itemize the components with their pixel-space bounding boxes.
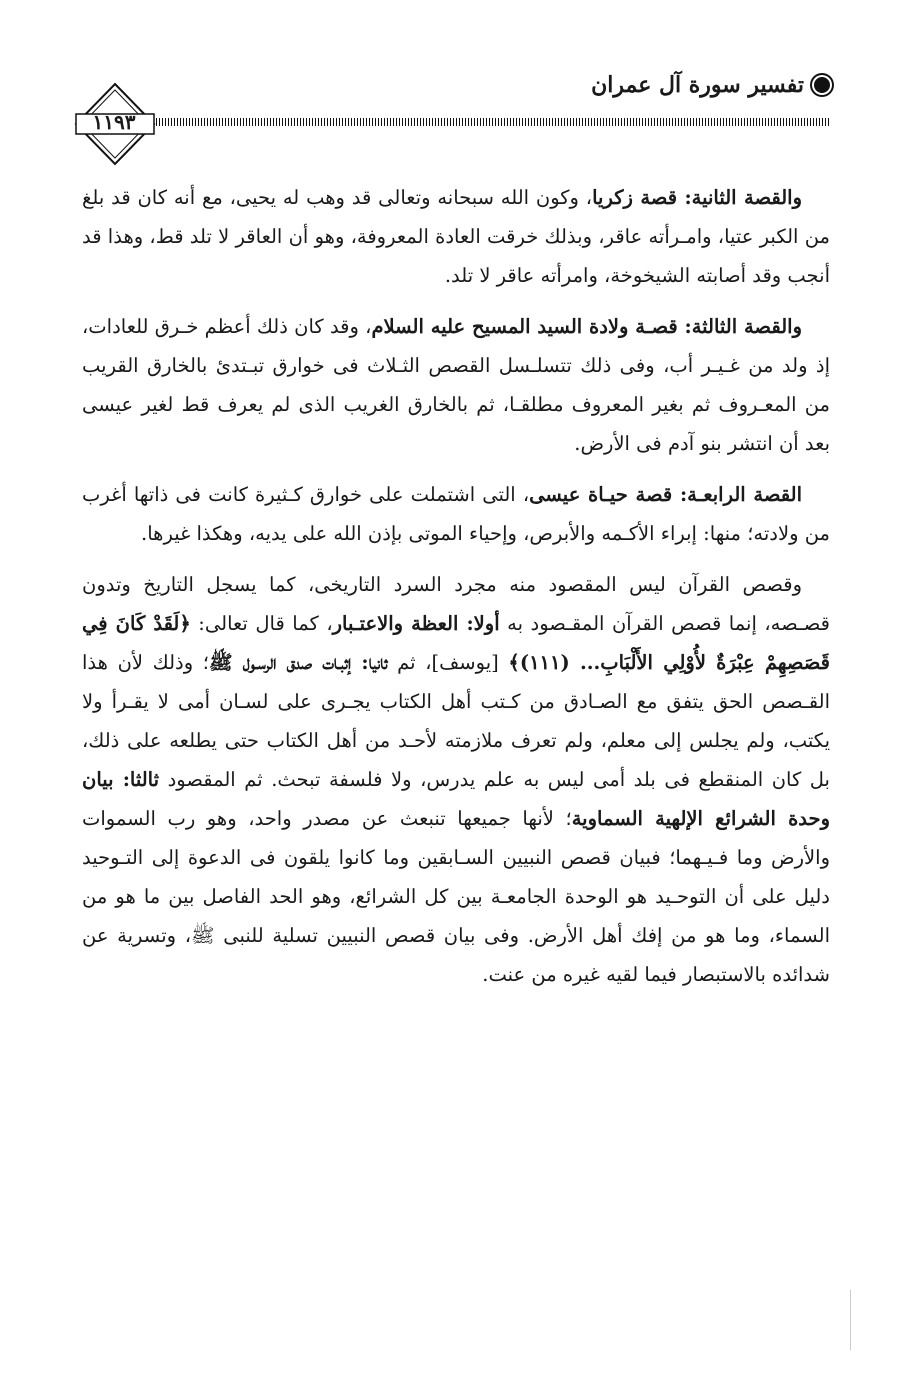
paragraph-text: ، وكون الله سبحانه وتعالى قد وهب له يحيى، مع أنه كان قد بلغ من الكبر عتيا، وامـرأته عاقر، وبذلك خرقت العادة المعروفة، وهو أن العاقر لا تلد قط، وهذا قد أنجب وقد أصابته الشيخوخة، وامرأته عاقر لا تلد.	[82, 186, 830, 287]
verse-reference: [يوسف]، ثم	[387, 651, 509, 674]
paragraph-text: ، كما قال تعالى:	[190, 612, 333, 635]
paragraph-quran-stories	[82, 565, 830, 994]
paragraph-text: ، التى اشتملت على خوارق كـثيرة كانت فى ذاتها أغرب من ولادته؛ منها: إبراء الأكـمه والأبرص، وإحياء الموتى بإذن الله على يديه، وهكذا غيرها.	[82, 483, 830, 545]
paragraph-second-story	[82, 178, 830, 295]
story-title: قصـة ولادة السيد المسيح عليه السلام	[371, 315, 678, 338]
page-number-badge	[70, 80, 160, 170]
paragraph-text: ؛ وذلك لأن هذا القـصص الحق يتفق مع الصـادق من كـتب أهل الكتاب يجـرى على لسـان أمى لا يقـرأ ولا يكتب، ولم يجلس إلى معلم، ولم تعرف ملازمته لأحـد من أهل الكتاب حتى يطلعه على ذلك، بل كان المنقطع فى بلد أمى ليس به علم يدرس، ولا فلسفة تبحث. ثم المقصود	[82, 651, 830, 791]
paragraph-lead: القصة الرابعـة:	[672, 483, 802, 506]
surah-title: تفسير سورة آل عمران	[591, 72, 804, 98]
scan-margin-line	[850, 1290, 851, 1350]
story-title: قصة حيـاة عيسى	[529, 483, 673, 506]
page-header	[70, 68, 830, 168]
running-title	[591, 72, 830, 98]
second-purpose: ثانيا: إثبـات صدق الرسـول ﷺ	[208, 651, 388, 674]
paragraph-fourth-story	[82, 475, 830, 553]
paragraph-lead: والقصة الثانية:	[677, 186, 803, 209]
first-purpose: أولا: العظة والاعتـبار	[332, 612, 500, 635]
paragraph-third-story	[82, 307, 830, 463]
paragraph-lead: والقصة الثالثة:	[677, 315, 802, 338]
header-rule	[150, 118, 830, 126]
paragraph-text: وقصص القرآن ليس المقصود منه مجرد السرد التاريخى، كما يسجل التاريخ وتدون قصـصه، إنما قصص القرآن المقـصود به	[82, 573, 830, 635]
story-title: قصة زكريا	[592, 186, 678, 209]
third-purpose: ثالثا: بيان وحدة الشرائع الإلهية السماوية	[82, 768, 831, 830]
paragraph-text: ؛ لأنها جميعها تنبعث عن مصدر واحد، وهو رب السموات والأرض وما فـيـهما؛ فبيان قصص النبيين السـابقين وما كانوا يلقون فى الدعوة إلى التـوحيد دليل على أن التوحـيد هو الوحدة الجامعـة بين كل الشرائع، وهو الحد الفاصل بين ما هو من السماء، وما هو من إفك أهل الأرض. وفى بيان قصص النبيين تسلية للنبى ﷺ، وتسرية عن شدائده بالاستبصار فيما لقيه غيره من عنت.	[82, 807, 830, 986]
page-body	[82, 178, 830, 1006]
paragraph-text: ، وقد كان ذلك أعظم خـرق للعادات، إذ ولد من غـيـر أب، وفى ذلك تتسلـسل القصص الثـلاث فى خوارق تبـتدئ بالخارق القريب من المعـروف ثم بغير المعروف مطلقـا، ثم بالخارق الغريب الذى لم يعرف قط لغير عيسى بعد أن انتشر بنو آدم فى الأرض.	[82, 315, 830, 455]
quran-verse: ﴿لَقَدْ كَانَ فِي قَصَصِهِمْ عِبْرَةٌ لأُوْلِي الأَلْبَابِ... (١١١)﴾	[82, 612, 830, 674]
ornament-icon	[814, 77, 830, 93]
page-number: ١١٩٣	[92, 110, 136, 134]
